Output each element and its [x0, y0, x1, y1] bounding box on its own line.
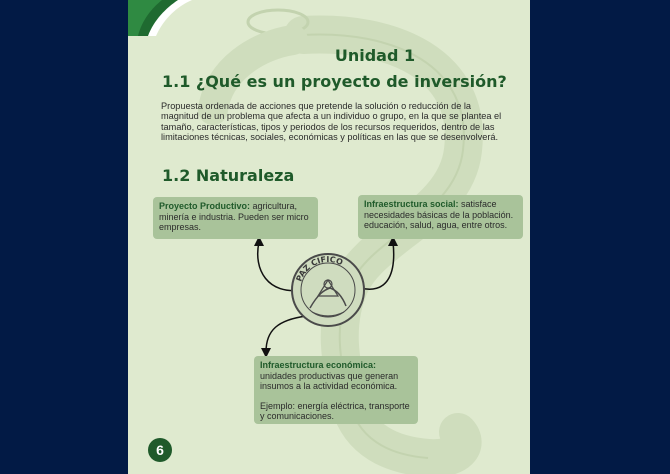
coin-seal-icon	[288, 250, 368, 330]
social-infrastructure-label: Infraestructura social:	[364, 199, 459, 209]
seal-text: PAZ CIFICO	[294, 254, 345, 283]
economic-infrastructure-example: Ejemplo: energía eléctrica, transporte y comunicaciones.	[260, 400, 410, 421]
productive-project-box	[153, 197, 318, 239]
document-page	[128, 0, 530, 474]
economic-infrastructure-label: Infraestructura económica:	[260, 360, 377, 370]
section-1-paragraph: Propuesta ordenada de acciones que pretende la solución o reducción de la magnitud de un problema que afecta a un individuo o grupo, en la que se plantea el tamaño, características, tipos y periodos de los recursos requeridos, dentro de las limitaciones técnicas, sociales, económicas y políticas en las que se desenvolverá.	[161, 101, 502, 142]
section-2-heading: 1.2 Naturaleza	[162, 166, 295, 185]
productive-project-label: Proyecto Productivo:	[159, 201, 251, 211]
social-infrastructure-text: satisface necesidades básicas de la población. educación, salud, agua, entre otros.	[364, 199, 514, 230]
productive-project-text: agricultura, minería e industria. Pueden ser micro empresas.	[159, 201, 309, 232]
section-1-heading: 1.1 ¿Qué es un proyecto de inversión?	[162, 72, 507, 91]
economic-infrastructure-text: unidades productivas que generan insumos a la actividad económica.	[260, 370, 399, 391]
social-infrastructure-box	[358, 195, 523, 239]
page-number: 6	[148, 438, 172, 462]
unit-title: Unidad 1	[334, 46, 416, 65]
economic-infrastructure-box	[254, 356, 418, 424]
